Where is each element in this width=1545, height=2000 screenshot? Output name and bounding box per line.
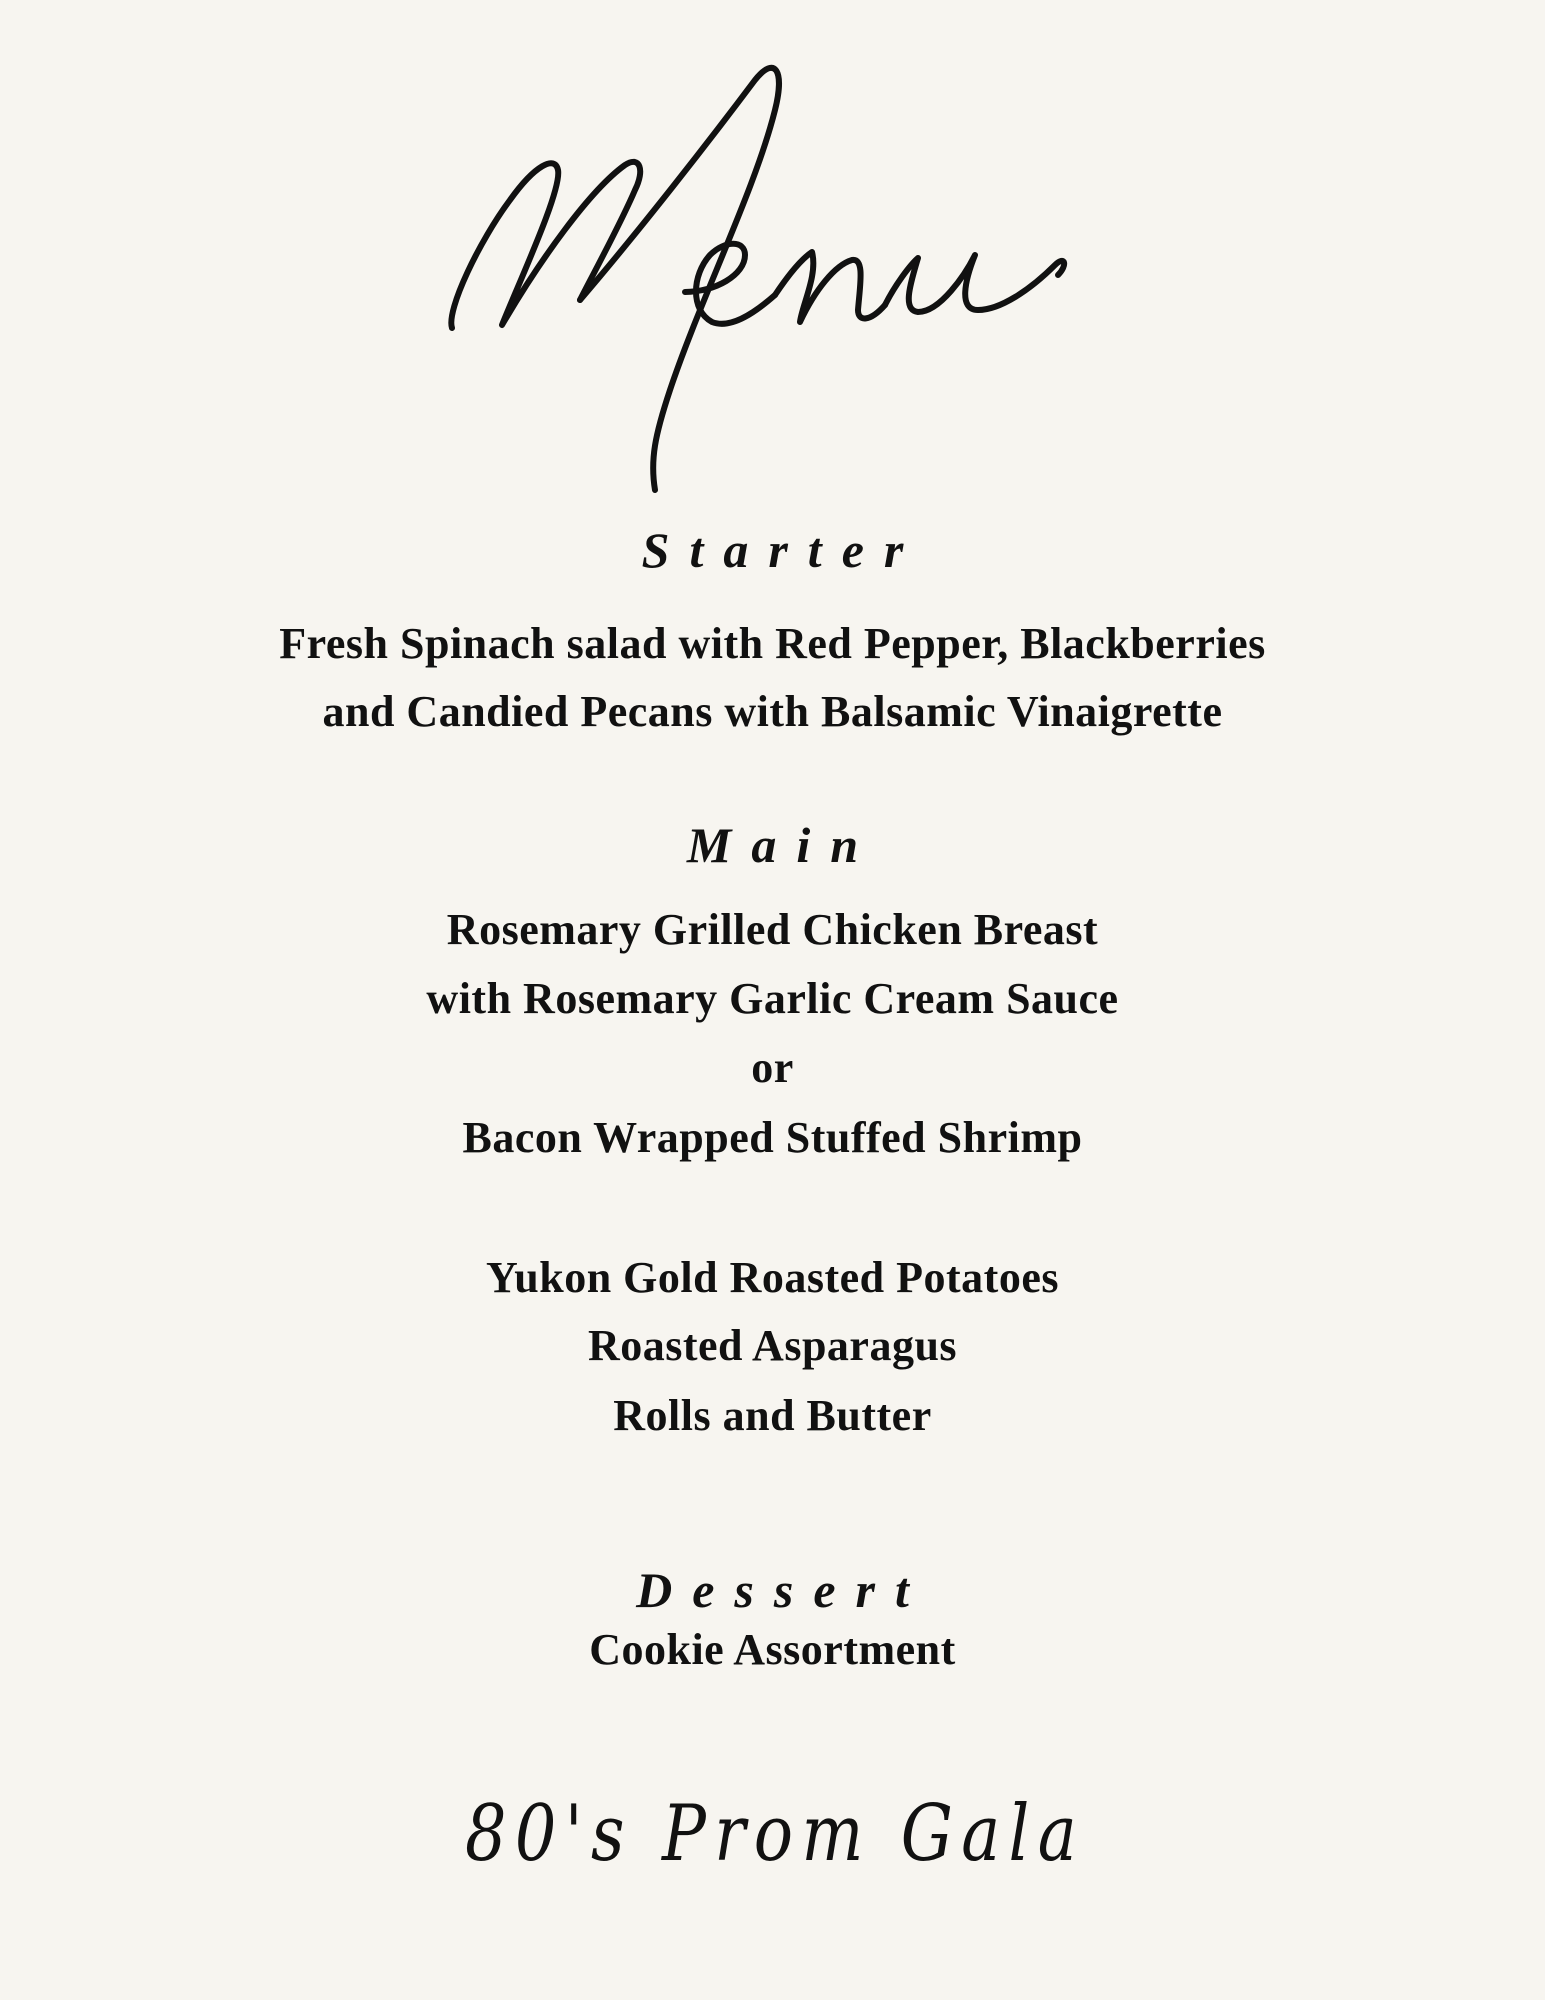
side-line-2: Roasted Asparagus	[587, 1321, 958, 1370]
main-heading: Main	[686, 817, 879, 873]
side-line-1: Yukon Gold Roasted Potatoes	[486, 1253, 1059, 1302]
footer-script-graphic	[455, 1780, 1095, 1930]
main-line-3: or	[751, 1043, 794, 1092]
main-line-2: with Rosemary Garlic Cream Sauce	[426, 974, 1119, 1023]
menu-title-script-graphic	[440, 60, 1120, 510]
footer-event-name	[455, 1780, 1095, 1930]
starter-heading: Starter	[641, 522, 924, 578]
starter-line-2: and Candied Pecans with Balsamic Vinaigrette	[322, 687, 1223, 736]
dessert-heading: Dessert	[636, 1562, 929, 1618]
main-line-1: Rosemary Grilled Chicken Breast	[446, 905, 1099, 954]
starter-line-1: Fresh Spinach salad with Red Pepper, Blackberries	[279, 619, 1266, 668]
side-line-3: Rolls and Butter	[613, 1391, 932, 1440]
menu-title	[440, 60, 1120, 510]
dessert-line-1: Cookie Assortment	[589, 1625, 956, 1674]
main-line-4: Bacon Wrapped Stuffed Shrimp	[462, 1113, 1083, 1162]
footer-event-name-text: 80's Prom Gala	[465, 1789, 1085, 1879]
